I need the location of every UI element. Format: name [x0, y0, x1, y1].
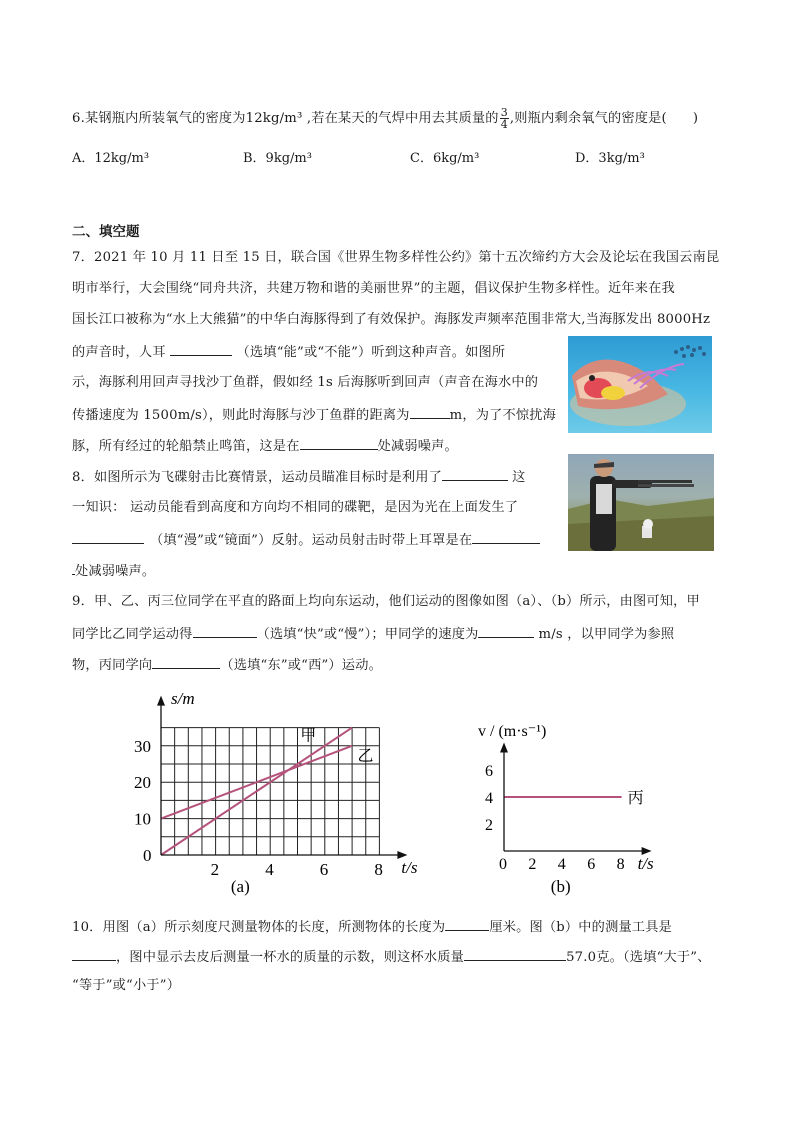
- q6-option-a[interactable]: A．12kg/m³: [72, 151, 150, 166]
- q7-line6-a: 传播速度为 1500m/s），则此时海豚与沙丁鱼群的距离为: [72, 408, 410, 423]
- q8-line3-a: （填“漫”或“镜面”）反射。运动员射击时带上耳罩是在: [150, 533, 473, 548]
- chart-b-x-axis-label: t/s: [637, 854, 654, 873]
- q8-line1-b: 这: [512, 470, 526, 485]
- chart-a-grid: [161, 728, 379, 855]
- q6-stem-after: ,则瓶内剩余氧气的密度是(: [509, 111, 667, 126]
- chart-a-x-tick-label: 4: [265, 860, 274, 879]
- chart-b-x-tick-label: 8: [616, 856, 625, 873]
- section-title: 二、填空题: [72, 224, 140, 240]
- q6-fraction: [500, 107, 509, 130]
- q10-line2-b: 57.0克。（选填“大于”、: [566, 950, 711, 965]
- q10-blank-1[interactable]: [445, 916, 489, 931]
- q10-line3: “等于”或“小于”）: [72, 978, 181, 993]
- q8-line1-a: 8．如图所示为飞碟射击比赛情景，运动员瞄准目标时是利用了: [72, 470, 443, 485]
- q7-line5: 示，海豚利用回声寻找沙丁鱼群，假如经 1s 后海豚听到回声（声音在海水中的: [72, 375, 539, 390]
- chart-a-series-label-jia: 甲: [300, 727, 317, 745]
- dolphin-image: [568, 336, 712, 433]
- chart-b-y-tick-label: 6: [485, 763, 493, 780]
- q6-paren-close: ): [692, 111, 699, 126]
- chart-a-axes: [157, 696, 407, 859]
- q10-blank-3[interactable]: [464, 946, 566, 961]
- chart-a-x-tick-label: 2: [210, 860, 220, 879]
- chart-a-series-label-yi: 乙: [357, 747, 374, 765]
- chart-b-y-arrow-icon: [500, 743, 508, 753]
- chart-a-y-tick-label: 0: [143, 846, 152, 865]
- q7-line4: [72, 341, 505, 363]
- q8-line4: [72, 560, 155, 582]
- chart-b-series-label-bing: 丙: [627, 790, 644, 807]
- q7-blank-2[interactable]: [410, 404, 450, 419]
- shooter-image: [568, 454, 714, 551]
- q9-line3-b: （选填“东”或“西”）运动。: [220, 658, 382, 673]
- chart-a-y-tick-label: 10: [134, 809, 151, 829]
- chart-b: [470, 712, 660, 899]
- chart-a-x-tick-label: 8: [374, 860, 383, 879]
- q9-blank-1[interactable]: [193, 623, 257, 638]
- shooter-illustration: [568, 454, 714, 551]
- q7-line7-b: 处减弱噪声。: [377, 439, 458, 454]
- chart-b-tick-labels: [485, 763, 625, 873]
- q8-line2: 一知识： 运动员能看到高度和方向均不相同的碟靶，是因为光在上面发生了: [72, 500, 519, 515]
- chart-b-x-tick-label: 4: [557, 856, 566, 873]
- chart-a-y-tick-label: 30: [134, 736, 151, 756]
- chart-b-x-tick-label: 0: [499, 856, 507, 873]
- chart-a: [128, 684, 438, 899]
- chart-b-y-tick-label: 2: [485, 817, 493, 834]
- q8-line1: [72, 466, 525, 488]
- q7-line1: 7．2021 年 10 月 11 日至 15 日，联合国《世界生物多样性公约》第十五次缔约方大会及论坛在我国云南昆: [72, 250, 720, 265]
- chart-a-y-tick-label: 20: [134, 773, 151, 793]
- q7-line6: [72, 404, 556, 426]
- q8-blank-3[interactable]: [472, 529, 540, 544]
- q9-line2: [72, 623, 674, 645]
- q6-stem-before: 6.某钢瓶内所装氧气的密度为12kg/m³ ,若在某天的气焊中用去其质量的: [72, 111, 499, 126]
- q8-blank-2[interactable]: [72, 529, 144, 544]
- q10-line1-a: 10．用图（a）所示刻度尺测量物体的长度，所测物体的长度为: [72, 920, 446, 935]
- q9-line3-a: 物，丙同学向: [72, 658, 153, 673]
- chart-a-x-axis-label: t/s: [401, 858, 418, 877]
- q10-line2-a: ，图中显示去皮后测量一杯水的质量的示数，则这杯水质量: [116, 950, 465, 965]
- q8-line3: [72, 529, 540, 551]
- q9-blank-2[interactable]: [478, 623, 534, 638]
- chart-b-y-axis-label: v / (m·s⁻¹): [478, 723, 547, 740]
- q10-line2: [72, 946, 711, 968]
- q7-line3: 国长江口被称为“水上大熊猫”的中华白海豚得到了有效保护。海豚发声频率范围非常大,当海豚发出 8000Hz: [72, 312, 711, 327]
- q9-line1: 9．甲、乙、丙三位同学在平直的路面上均向东运动，他们运动的图像如图（a）、（b）所示，由图可知，甲: [72, 594, 700, 609]
- chart-a-tick-labels: [134, 737, 383, 879]
- q9-line2-b: （选填“快”或“慢”）；甲同学的速度为: [256, 627, 479, 642]
- chart-a-y-arrow-icon: [157, 696, 165, 706]
- q9-line3: [72, 654, 382, 676]
- chart-b-x-tick-label: 6: [587, 856, 596, 873]
- q6-option-d[interactable]: D．3kg/m³: [575, 151, 645, 166]
- q7-line6-b: m，为了不惊扰海: [449, 408, 557, 423]
- q6-frac-num: 3: [500, 106, 508, 119]
- q7-line7: [72, 435, 458, 457]
- q6-stem: [72, 107, 698, 130]
- q9-line2-a: 同学比乙同学运动得: [72, 627, 193, 642]
- chart-a-caption: (a): [230, 877, 250, 896]
- chart-b-x-tick-label: 2: [528, 856, 537, 873]
- q7-line7-a: 豚，所有经过的轮船禁止鸣笛，这是在: [72, 439, 300, 454]
- q7-line4-a: 的声音时，人耳: [72, 345, 166, 360]
- q7-line2: 明市举行，大会围绕“同舟共济，共建万物和谐的美丽世界”的主题，倡议保护生物多样性。近年来在我: [72, 281, 675, 296]
- dolphin-illustration: [568, 336, 712, 433]
- q10-blank-2[interactable]: [72, 946, 116, 961]
- q10-line1-b: 厘米。图（b）中的测量工具是: [489, 920, 673, 935]
- q7-line4-b: （选填“能”或“不能”）听到这种声音。如图所: [236, 345, 506, 360]
- q7-blank-1[interactable]: [170, 341, 232, 356]
- q9-line2-c: m/s ，以甲同学为参照: [538, 627, 675, 642]
- q6-frac-den: 4: [500, 118, 508, 131]
- chart-b-y-tick-label: 4: [485, 790, 493, 807]
- q8-blank-1[interactable]: [442, 466, 508, 481]
- q9-blank-3[interactable]: [152, 654, 220, 669]
- q6-option-b[interactable]: B．9kg/m³: [243, 151, 312, 166]
- q10-line1: [72, 916, 672, 938]
- chart-a-x-tick-label: 6: [319, 860, 329, 879]
- chart-b-caption: (b): [550, 877, 571, 896]
- q6-option-c[interactable]: C．6kg/m³: [410, 151, 480, 166]
- chart-a-y-axis-label: s/m: [171, 689, 195, 708]
- q8-line4-text: 处减弱噪声。: [75, 564, 156, 579]
- q7-blank-3[interactable]: [300, 435, 378, 450]
